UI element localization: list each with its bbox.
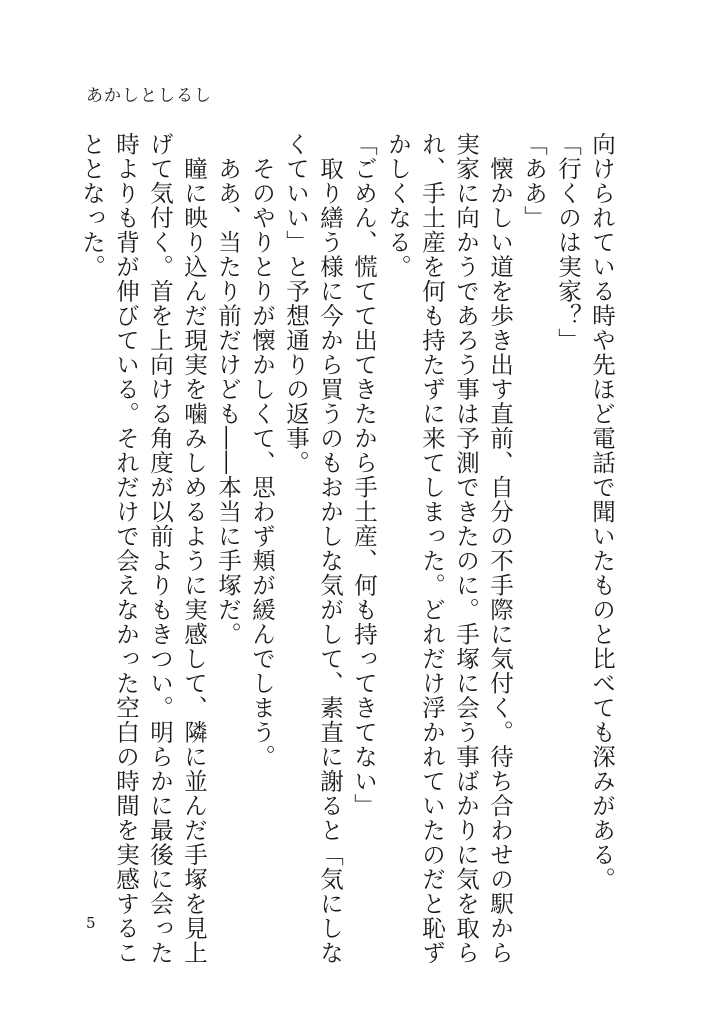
text-line: 向けられている時や先ほど電話で聞いたものと比べても深みがある。	[588, 132, 616, 892]
text-line: 時よりも背が伸びている。それだけで会えなかった空白の時間を実感するこ	[112, 132, 140, 965]
text-line: そのやりとりが懐かしくて、思わず頬が緩んでしまう。	[248, 132, 276, 769]
text-line: げて気付く。首を上向ける角度が以前よりもきつい。明らかに最後に会った	[146, 132, 174, 965]
running-header-title: あかしとしるし	[86, 86, 212, 106]
vertical-text-body	[75, 132, 619, 965]
text-line: 瞳に映り込んだ現実を噛みしめるように実感して、隣に並んだ手塚を見上	[180, 132, 208, 965]
text-line: ああ、当たり前だけども――本当に手塚だ。	[214, 132, 242, 647]
text-line: 懐かしい道を歩き出す直前、自分の不手際に気付く。待ち合わせの駅から	[486, 132, 514, 965]
text-line: 「ごめん、慌てて出てきたから手土産、何も持ってきてない」	[350, 132, 378, 818]
text-line: 「ああ」	[520, 132, 548, 230]
text-line: ととなった。	[78, 132, 106, 279]
text-line: 「行くのは実家？」	[554, 132, 582, 353]
page-number: 5	[86, 914, 96, 932]
text-line: 取り繕う様に今から買うのもおかしな気がして、素直に謝ると「気にしな	[316, 132, 344, 965]
text-line: 実家に向かうであろう事は予測できたのに。手塚に会う事ばかりに気を取ら	[452, 132, 480, 965]
text-line: れ、手土産を何も持たずに来てしまった。どれだけ浮かれていたのだと恥ず	[418, 132, 446, 965]
text-line: かしくなる。	[384, 132, 412, 279]
text-line: くていい」と予想通りの返事。	[282, 132, 310, 475]
